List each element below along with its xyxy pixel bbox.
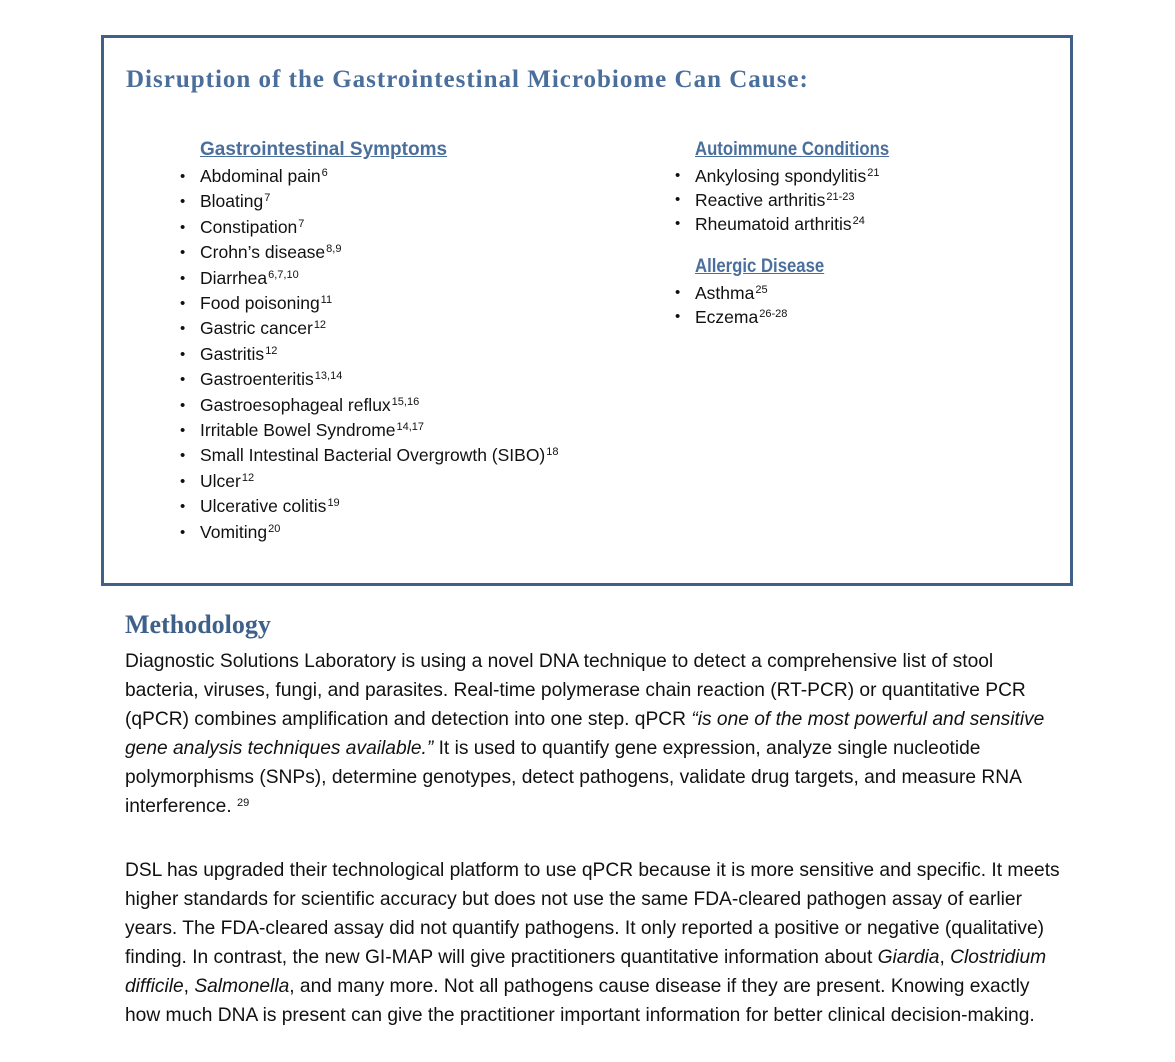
list-item <box>179 342 639 367</box>
list-item <box>179 494 639 519</box>
list-item <box>179 215 639 240</box>
reference-number: 12 <box>265 344 278 357</box>
reference-number: 26-28 <box>759 307 788 320</box>
reference-number: 6,7,10 <box>268 268 299 281</box>
condition-name: Ulcer <box>200 470 241 491</box>
reference-number: 21-23 <box>826 191 855 204</box>
list-item <box>179 164 639 189</box>
reference-number: 12 <box>313 319 327 332</box>
reference-number: 11 <box>320 294 333 307</box>
paragraph-text: , <box>183 976 195 997</box>
methodology-heading: Methodology <box>125 610 271 639</box>
list-item <box>179 291 639 316</box>
reference-number: 20 <box>268 522 281 535</box>
condition-name: Small Intestinal Bacterial Overgrowth (SIBO) <box>200 445 546 466</box>
condition-name: Constipation <box>200 216 298 237</box>
list-item <box>674 212 1034 236</box>
reference-number: 14,17 <box>396 421 425 434</box>
methodology-paragraph-2 <box>125 856 1065 1030</box>
reference-number: 12 <box>241 471 255 484</box>
list-item <box>674 188 1034 212</box>
condition-name: Gastritis <box>200 343 265 364</box>
right-column <box>674 138 1034 329</box>
condition-name: Gastroesophageal reflux <box>200 394 391 415</box>
condition-name: Vomiting <box>200 521 268 542</box>
condition-name: Rheumatoid arthritis <box>695 214 852 235</box>
condition-list <box>179 164 639 545</box>
condition-list <box>674 281 1034 329</box>
left-column <box>179 138 639 545</box>
list-item <box>674 164 1034 188</box>
condition-list <box>674 164 1034 237</box>
italic-text: Clostridium difficile <box>125 947 1047 997</box>
condition-name: Asthma <box>695 282 755 303</box>
list-item <box>179 240 639 265</box>
list-item <box>179 367 639 392</box>
section-heading-autoimmune-conditions: Autoimmune Conditions <box>695 139 890 160</box>
condition-name: Irritable Bowel Syndrome <box>200 420 396 441</box>
reference-number: 24 <box>852 215 865 228</box>
list-item <box>179 393 639 418</box>
paragraph-text: , <box>939 947 951 968</box>
reference-number: 21 <box>867 167 880 179</box>
list-item <box>179 418 639 443</box>
reference-number: 19 <box>327 497 340 510</box>
paragraph-text: , and many more. Not all pathogens cause disease if they are present. Knowing exactly how much DNA is present can give the practitioner important information for better clinical decision-making. <box>125 976 1035 1026</box>
reference-number: 18 <box>546 446 559 459</box>
list-item <box>179 469 639 494</box>
list-item <box>674 305 1034 329</box>
condition-name: Reactive arthritis <box>695 190 826 211</box>
list-item <box>179 520 639 545</box>
list-item <box>179 266 639 291</box>
callout-box <box>101 35 1073 586</box>
condition-name: Diarrhea <box>200 267 268 288</box>
condition-name: Crohn’s disease <box>200 242 326 263</box>
callout-title: Disruption of the Gastrointestinal Microbiome Can Cause: <box>126 66 809 93</box>
italic-text: Giardia <box>877 947 940 968</box>
reference-number: 25 <box>755 283 768 296</box>
condition-name: Abdominal pain <box>200 166 321 186</box>
italic-text: “is one of the most powerful and sensitive gene analysis techniques available.” <box>125 709 1045 759</box>
reference-number: 13,14 <box>314 370 343 383</box>
list-item <box>179 316 639 341</box>
condition-name: Eczema <box>695 306 759 327</box>
paragraph-text: DSL has upgraded their technological platform to use qPCR because it is more sensitive and specific. It meets higher standards for scientific accuracy but does not use the same FDA-cleared pathogen assay of earlier years. The FDA-cleared assay did not quantify pathogens. It only reported a positive or negative (qualitative) finding. In contrast, the new GI-MAP will give practitioners quantitative information about <box>125 860 1060 968</box>
reference-number: 7 <box>264 192 271 205</box>
section-heading-gastrointestinal-symptoms: Gastrointestinal Symptoms <box>200 139 448 160</box>
list-item <box>674 281 1034 305</box>
reference-number: 6 <box>321 167 328 179</box>
condition-name: Ulcerative colitis <box>200 496 327 517</box>
paragraph-text: It is used to quantify gene expression, analyze single nucleotide polymorphisms (SNPs), determine genotypes, detect pathogens, validate drug targets, and measure RNA interference. <box>125 738 1021 817</box>
condition-name: Gastroenteritis <box>200 369 314 390</box>
condition-name: Gastric cancer <box>200 318 313 339</box>
paragraph-text: Diagnostic Solutions Laboratory is using a novel DNA technique to detect a comprehensive list of stool bacteria, viruses, fungi, and parasites. Real-time polymerase chain reaction (RT-PCR) or quantitative PCR (qPCR) combines amplification and detection into one step. qPCR <box>125 651 1026 730</box>
reference-number: 8,9 <box>326 243 342 256</box>
list-item <box>179 443 639 468</box>
list-item <box>179 189 639 214</box>
condition-name: Food poisoning <box>200 293 320 314</box>
italic-text: Salmonella <box>194 976 290 997</box>
methodology-paragraph-1 <box>125 647 1065 821</box>
reference-number: 7 <box>298 217 305 230</box>
condition-name: Ankylosing spondylitis <box>695 166 867 186</box>
section-heading-allergic-disease: Allergic Disease <box>695 255 825 277</box>
condition-name: Bloating <box>200 191 264 212</box>
reference-number: 15,16 <box>391 395 420 408</box>
reference-number: 29 <box>237 797 250 809</box>
